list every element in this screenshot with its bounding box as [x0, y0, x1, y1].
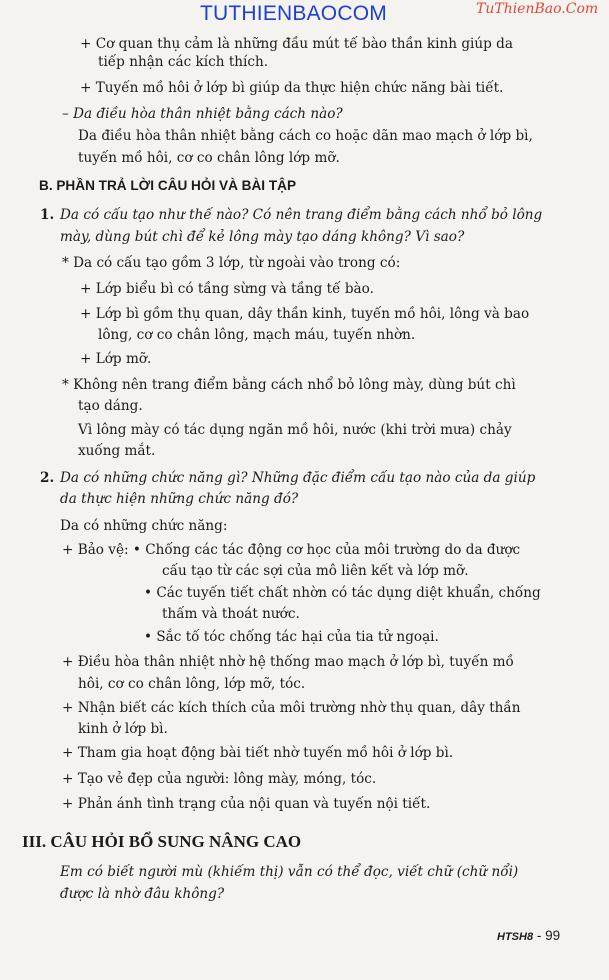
question-line: Da có cấu tạo như thế nào? Có nên trang điểm bằng cách nhổ bỏ lông	[60, 207, 543, 223]
question-line: Da có những chức năng gì? Những đặc điểm cấu tạo nào của da giúp	[60, 470, 536, 486]
text-line: hôi, cơ co chân lông, lớp mỡ, tóc.	[78, 676, 306, 692]
text-line: Da có những chức năng:	[60, 518, 228, 534]
text-line: + Nhận biết các kích thích của môi trường nhờ thụ quan, dây thần	[62, 700, 521, 716]
text-line: • Sắc tố tóc chống tác hại của tia tử ngoại.	[144, 629, 439, 645]
site-watermark: TUTHIENBAOCOM	[200, 2, 387, 25]
page-number: - 99	[536, 928, 561, 943]
text-line: thấm và thoát nước.	[162, 606, 300, 622]
text-line: + Điều hòa thân nhiệt nhờ hệ thống mao mạch ở lớp bì, tuyến mồ	[62, 654, 514, 670]
text-line: Vì lông mày có tác dụng ngăn mồ hôi, nước (khi trời mưa) chảy	[78, 422, 512, 438]
question-line: được là nhờ đâu không?	[60, 886, 225, 902]
text-line: + Bảo vệ: • Chống các tác động cơ học của môi trường do da được	[62, 542, 521, 558]
text-line: Da điều hòa thân nhiệt bằng cách co hoặc dãn mao mạch ở lớp bì,	[78, 128, 533, 144]
text-line: tạo dáng.	[78, 398, 143, 414]
section-iii-heading: III. CÂU HỎI BỔ SUNG NÂNG CAO	[22, 832, 302, 851]
question-number: 2.	[40, 470, 55, 486]
text-line: xuống mắt.	[78, 443, 156, 459]
text-line: cấu tạo từ các sợi của mô liên kết và lớp mỡ.	[162, 563, 469, 579]
section-b-heading: B. PHẦN TRẢ LỜI CÂU HỎI VÀ BÀI TẬP	[39, 178, 297, 193]
text-line: + Lớp bì gồm thụ quan, dây thần kinh, tuyến mồ hôi, lông và bao	[80, 306, 530, 322]
text-line: * Không nên trang điểm bằng cách nhổ bỏ lông mày, dùng bút chì	[62, 377, 516, 393]
text-line: • Các tuyến tiết chất nhờn có tác dụng diệt khuẩn, chống	[144, 585, 541, 601]
question-number: 1.	[40, 207, 55, 223]
text-line: + Cơ quan thụ cảm là những đầu mút tế bào thần kinh giúp da	[80, 36, 513, 52]
question-line: da thực hiện những chức năng đó?	[60, 491, 299, 507]
text-line: + Tuyến mồ hôi ở lớp bì giúp da thực hiện chức năng bài tiết.	[80, 80, 504, 96]
question-line: mày, dùng bút chì để kẻ lông mày tạo dáng không? Vì sao?	[60, 229, 465, 245]
text-line: kinh ở lớp bì.	[78, 721, 168, 737]
text-line: + Lớp biểu bì có tầng sừng và tầng tế bào.	[80, 281, 374, 297]
question-line: Em có biết người mù (khiếm thị) vẫn có thể đọc, viết chữ (chữ nổi)	[60, 864, 519, 880]
text-line: tiếp nhận các kích thích.	[98, 54, 269, 70]
text-line: lông, cơ co chân lông, mạch máu, tuyến nhờn.	[98, 327, 416, 343]
text-line: + Tham gia hoạt động bài tiết nhờ tuyến mồ hôi ở lớp bì.	[62, 745, 454, 761]
text-line: + Tạo vẻ đẹp của người: lông mày, móng, tóc.	[62, 771, 377, 787]
site-logo: TuThienBao.Com	[476, 1, 599, 17]
question-line: – Da điều hòa thân nhiệt bằng cách nào?	[62, 106, 343, 122]
text-line: + Phản ánh tình trạng của nội quan và tuyến nội tiết.	[62, 796, 431, 812]
text-line: * Da có cấu tạo gồm 3 lớp, từ ngoài vào trong có:	[62, 255, 401, 271]
book-code: HTSH8	[497, 931, 534, 943]
text-line: tuyến mồ hôi, cơ co chân lông lớp mỡ.	[78, 150, 340, 166]
page-footer	[497, 928, 560, 943]
text-line: + Lớp mỡ.	[80, 351, 152, 367]
